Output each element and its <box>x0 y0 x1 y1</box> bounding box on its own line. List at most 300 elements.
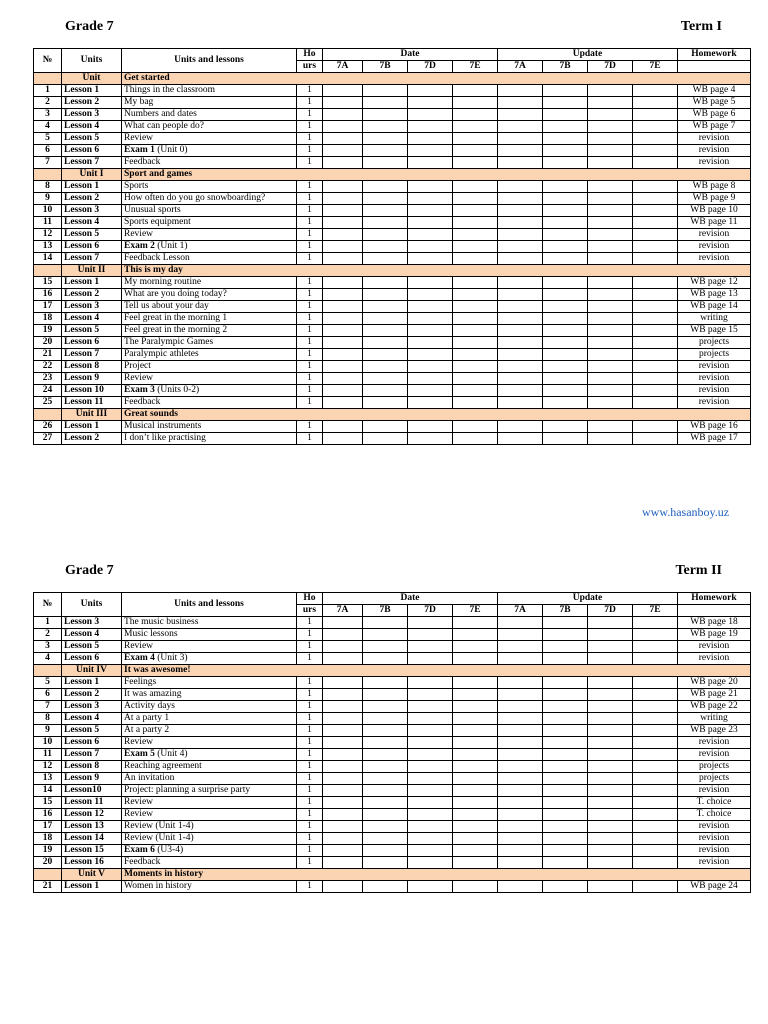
lesson-title-text: Tell us about your day <box>124 301 209 311</box>
date-cell-7b <box>363 385 408 397</box>
update-cell-7e <box>633 301 678 313</box>
lesson-number: 1 <box>34 617 62 629</box>
date-cell-7b <box>363 337 408 349</box>
update-cell-7b <box>543 181 588 193</box>
date-cell-7b <box>363 857 408 869</box>
update-cell-7b <box>543 361 588 373</box>
update-cell-7b <box>543 617 588 629</box>
lesson-title <box>122 349 297 361</box>
date-cell-7a <box>323 433 363 445</box>
lesson-title <box>122 773 297 785</box>
lesson-title <box>122 97 297 109</box>
lesson-label: Lesson 4 <box>62 217 122 229</box>
date-cell-7b <box>363 617 408 629</box>
table-header <box>34 593 751 617</box>
col-date-header: Date <box>323 49 498 61</box>
date-cell-7d <box>408 193 453 205</box>
update-cell-7e <box>633 193 678 205</box>
update-cell-7a <box>498 845 543 857</box>
homework-cell: revision <box>678 229 751 241</box>
table-header <box>34 49 751 73</box>
date-cell-7b <box>363 349 408 361</box>
update-cell-7e <box>633 761 678 773</box>
date-cell-7a <box>323 85 363 97</box>
lesson-row <box>34 121 751 133</box>
update-cell-7e <box>633 157 678 169</box>
lesson-label: Lesson 2 <box>62 193 122 205</box>
update-cell-7e <box>633 313 678 325</box>
lesson-label: Lesson 4 <box>62 121 122 133</box>
date-cell-7e <box>453 749 498 761</box>
date-cell-7e <box>453 337 498 349</box>
lesson-number: 13 <box>34 241 62 253</box>
update-cell-7a <box>498 97 543 109</box>
date-cell-7a <box>323 857 363 869</box>
lesson-number: 23 <box>34 373 62 385</box>
lesson-title-text: Things in the classroom <box>124 85 216 95</box>
update-cell-7e <box>633 205 678 217</box>
lesson-title-text: Sports equipment <box>124 217 191 227</box>
lesson-hours: 1 <box>297 85 323 97</box>
update-cell-7a <box>498 773 543 785</box>
date-cell-7d <box>408 749 453 761</box>
homework-cell: WB page 4 <box>678 85 751 97</box>
date-cell-7b <box>363 421 408 433</box>
date-cell-7d <box>408 241 453 253</box>
homework-cell: WB page 18 <box>678 617 751 629</box>
update-cell-7a <box>498 217 543 229</box>
date-cell-7a <box>323 821 363 833</box>
homework-cell: revision <box>678 785 751 797</box>
date-cell-7b <box>363 313 408 325</box>
lesson-title-text: What can people do? <box>124 121 204 131</box>
homework-cell: WB page 12 <box>678 277 751 289</box>
update-cell-7b <box>543 701 588 713</box>
lesson-number: 20 <box>34 857 62 869</box>
date-cell-7b <box>363 121 408 133</box>
homework-cell: revision <box>678 641 751 653</box>
lesson-title <box>122 205 297 217</box>
exam-label: Exam 2 <box>124 241 155 251</box>
date-cell-7d <box>408 301 453 313</box>
lesson-number: 2 <box>34 97 62 109</box>
lesson-title <box>122 797 297 809</box>
lesson-title <box>122 337 297 349</box>
update-cell-7d <box>588 725 633 737</box>
date-cell-7d <box>408 785 453 797</box>
lesson-title <box>122 193 297 205</box>
lesson-hours: 1 <box>297 433 323 445</box>
update-cell-7a <box>498 821 543 833</box>
date-cell-7a <box>323 629 363 641</box>
lesson-label: Lesson 7 <box>62 349 122 361</box>
lesson-hours: 1 <box>297 205 323 217</box>
update-cell-7e <box>633 689 678 701</box>
lesson-number: 5 <box>34 133 62 145</box>
update-cell-7a <box>498 677 543 689</box>
col-number-header: № <box>34 49 62 73</box>
unit-header-row <box>34 73 751 85</box>
update-cell-7d <box>588 313 633 325</box>
update-cell-7e <box>633 881 678 893</box>
update-cell-7e <box>633 337 678 349</box>
lesson-title <box>122 761 297 773</box>
unit-code: Unit IV <box>62 665 122 677</box>
update-cell-7e <box>633 325 678 337</box>
update-cell-7a <box>498 253 543 265</box>
exam-label: Exam 5 <box>124 749 155 759</box>
homework-subheader <box>678 605 751 617</box>
lesson-number: 18 <box>34 313 62 325</box>
date-cell-7b <box>363 145 408 157</box>
update-cell-7d <box>588 157 633 169</box>
unit-number-cell <box>34 665 62 677</box>
update-cell-7d <box>588 325 633 337</box>
date-cell-7b <box>363 737 408 749</box>
homework-cell: WB page 5 <box>678 97 751 109</box>
homework-cell: WB page 21 <box>678 689 751 701</box>
date-cell-7e <box>453 109 498 121</box>
date-cell-7b <box>363 833 408 845</box>
lesson-label: Lesson 6 <box>62 737 122 749</box>
lesson-row <box>34 133 751 145</box>
update-cell-7b <box>543 737 588 749</box>
update-cell-7d <box>588 361 633 373</box>
homework-cell: WB page 20 <box>678 677 751 689</box>
homework-cell: WB page 16 <box>678 421 751 433</box>
date-cell-7d <box>408 737 453 749</box>
lesson-hours: 1 <box>297 313 323 325</box>
update-cell-7e <box>633 653 678 665</box>
update-cell-7a <box>498 85 543 97</box>
date-cell-7b <box>363 109 408 121</box>
update-cell-7e <box>633 241 678 253</box>
lesson-title-text: Feel great in the morning 2 <box>124 325 228 335</box>
update-cell-7e <box>633 133 678 145</box>
update-cell-7d <box>588 349 633 361</box>
lesson-hours: 1 <box>297 749 323 761</box>
update-cell-7e <box>633 677 678 689</box>
date-cell-7b <box>363 133 408 145</box>
date-cell-7e <box>453 761 498 773</box>
date-cell-7e <box>453 845 498 857</box>
date-cell-7d <box>408 253 453 265</box>
update-cell-7e <box>633 785 678 797</box>
update-cell-7e <box>633 857 678 869</box>
lesson-row <box>34 433 751 445</box>
lesson-row <box>34 205 751 217</box>
update-cell-7e <box>633 821 678 833</box>
lesson-hours: 1 <box>297 229 323 241</box>
update-cell-7d <box>588 121 633 133</box>
lesson-hours: 1 <box>297 361 323 373</box>
date-cell-7e <box>453 313 498 325</box>
date-cell-7e <box>453 253 498 265</box>
date-cell-7b <box>363 701 408 713</box>
lesson-number: 7 <box>34 157 62 169</box>
date-cell-7b <box>363 289 408 301</box>
lesson-label: Lesson 9 <box>62 773 122 785</box>
update-cell-7d <box>588 277 633 289</box>
lesson-number: 3 <box>34 109 62 121</box>
lesson-title-text: Review (Unit 1-4) <box>124 833 194 843</box>
update-cell-7b <box>543 97 588 109</box>
date-cell-7e <box>453 289 498 301</box>
update-cell-7a <box>498 349 543 361</box>
lesson-hours: 1 <box>297 845 323 857</box>
lesson-title <box>122 229 297 241</box>
update-cell-7a <box>498 301 543 313</box>
lesson-title-text: Review <box>124 641 154 651</box>
lesson-row <box>34 337 751 349</box>
lesson-number: 10 <box>34 205 62 217</box>
lesson-title-text: Review <box>124 229 154 239</box>
update-cell-7b <box>543 821 588 833</box>
lesson-hours: 1 <box>297 193 323 205</box>
lesson-title <box>122 653 297 665</box>
update-cell-7a <box>498 629 543 641</box>
col-homework-header: Homework <box>678 49 751 61</box>
homework-subheader <box>678 61 751 73</box>
update-cell-7d <box>588 881 633 893</box>
lesson-hours: 1 <box>297 253 323 265</box>
lesson-title <box>122 433 297 445</box>
update-cell-7e <box>633 385 678 397</box>
lesson-title-text: At a party 2 <box>124 725 170 735</box>
date-cell-7e <box>453 301 498 313</box>
date-cell-7b <box>363 761 408 773</box>
lesson-label: Lesson 6 <box>62 145 122 157</box>
date-cell-7e <box>453 797 498 809</box>
unit-title: This is my day <box>122 265 751 277</box>
lesson-title-text: Numbers and dates <box>124 109 197 119</box>
update-cell-7b <box>543 277 588 289</box>
col-number-header: № <box>34 593 62 617</box>
lesson-title-text: It was amazing <box>124 689 182 699</box>
lesson-title <box>122 145 297 157</box>
lesson-label: Lesson 9 <box>62 373 122 385</box>
lesson-row <box>34 325 751 337</box>
lesson-number: 16 <box>34 289 62 301</box>
date-class-7e: 7E <box>453 61 498 73</box>
lesson-title-text: Review <box>124 809 154 819</box>
update-cell-7a <box>498 641 543 653</box>
date-cell-7e <box>453 433 498 445</box>
date-cell-7a <box>323 641 363 653</box>
lesson-label: Lesson 1 <box>62 421 122 433</box>
date-cell-7a <box>323 773 363 785</box>
lesson-label: Lesson 2 <box>62 289 122 301</box>
lesson-label: Lesson 5 <box>62 725 122 737</box>
date-cell-7a <box>323 181 363 193</box>
date-cell-7d <box>408 653 453 665</box>
homework-cell: projects <box>678 761 751 773</box>
date-cell-7d <box>408 385 453 397</box>
homework-cell: revision <box>678 253 751 265</box>
lesson-row <box>34 713 751 725</box>
update-cell-7b <box>543 385 588 397</box>
unit-title: Moments in history <box>122 869 751 881</box>
homework-cell: revision <box>678 737 751 749</box>
col-update-header: Update <box>498 593 678 605</box>
date-cell-7b <box>363 277 408 289</box>
update-cell-7e <box>633 749 678 761</box>
update-cell-7d <box>588 833 633 845</box>
website-link[interactable]: www.hasanboy.uz <box>642 505 730 519</box>
update-cell-7b <box>543 253 588 265</box>
date-cell-7d <box>408 325 453 337</box>
update-cell-7b <box>543 421 588 433</box>
lesson-title-text: Review <box>124 373 154 383</box>
date-cell-7b <box>363 797 408 809</box>
update-cell-7b <box>543 85 588 97</box>
unit-code: Unit V <box>62 869 122 881</box>
date-cell-7a <box>323 157 363 169</box>
update-cell-7b <box>543 289 588 301</box>
lesson-hours: 1 <box>297 181 323 193</box>
lesson-number: 20 <box>34 337 62 349</box>
lesson-number: 26 <box>34 421 62 433</box>
lesson-label: Lesson 4 <box>62 629 122 641</box>
lesson-hours: 1 <box>297 689 323 701</box>
date-cell-7e <box>453 85 498 97</box>
date-cell-7e <box>453 385 498 397</box>
date-cell-7a <box>323 845 363 857</box>
lesson-row <box>34 193 751 205</box>
update-cell-7d <box>588 713 633 725</box>
lesson-number: 4 <box>34 653 62 665</box>
update-cell-7a <box>498 373 543 385</box>
update-cell-7a <box>498 761 543 773</box>
lesson-hours: 1 <box>297 217 323 229</box>
lesson-title-text: Feedback <box>124 157 161 167</box>
date-cell-7e <box>453 689 498 701</box>
unit-code: Unit <box>62 73 122 85</box>
update-class-7b: 7B <box>543 605 588 617</box>
homework-cell: T. choice <box>678 797 751 809</box>
lesson-label: Lesson 16 <box>62 857 122 869</box>
update-cell-7b <box>543 653 588 665</box>
lesson-row <box>34 157 751 169</box>
col-update-header: Update <box>498 49 678 61</box>
lesson-hours: 1 <box>297 833 323 845</box>
unit-header-row <box>34 409 751 421</box>
update-cell-7d <box>588 337 633 349</box>
lesson-row <box>34 857 751 869</box>
update-cell-7b <box>543 205 588 217</box>
unit-header-row <box>34 169 751 181</box>
lesson-title <box>122 85 297 97</box>
unit-header-row <box>34 665 751 677</box>
date-cell-7a <box>323 373 363 385</box>
update-cell-7b <box>543 109 588 121</box>
lesson-number: 4 <box>34 121 62 133</box>
lesson-row <box>34 181 751 193</box>
lesson-label: Lesson 3 <box>62 301 122 313</box>
date-cell-7e <box>453 193 498 205</box>
date-cell-7a <box>323 289 363 301</box>
date-cell-7d <box>408 881 453 893</box>
lesson-row <box>34 85 751 97</box>
update-cell-7d <box>588 617 633 629</box>
update-cell-7b <box>543 761 588 773</box>
update-cell-7b <box>543 773 588 785</box>
date-cell-7d <box>408 713 453 725</box>
date-cell-7b <box>363 181 408 193</box>
update-cell-7e <box>633 421 678 433</box>
lesson-hours: 1 <box>297 289 323 301</box>
lesson-row <box>34 421 751 433</box>
date-cell-7d <box>408 373 453 385</box>
lesson-hours: 1 <box>297 641 323 653</box>
date-cell-7a <box>323 881 363 893</box>
homework-cell: revision <box>678 385 751 397</box>
lesson-row <box>34 653 751 665</box>
update-cell-7a <box>498 241 543 253</box>
update-cell-7a <box>498 385 543 397</box>
lesson-label: Lesson 7 <box>62 253 122 265</box>
lesson-title-text: Feel great in the morning 1 <box>124 313 228 323</box>
unit-code: Unit II <box>62 265 122 277</box>
lesson-row <box>34 253 751 265</box>
date-cell-7d <box>408 773 453 785</box>
lesson-number: 16 <box>34 809 62 821</box>
lesson-hours: 1 <box>297 737 323 749</box>
update-class-7a: 7A <box>498 605 543 617</box>
update-cell-7e <box>633 629 678 641</box>
lesson-label: Lesson10 <box>62 785 122 797</box>
homework-cell: revision <box>678 133 751 145</box>
date-cell-7d <box>408 689 453 701</box>
lesson-hours: 1 <box>297 121 323 133</box>
lesson-label: Lesson 5 <box>62 229 122 241</box>
update-cell-7d <box>588 301 633 313</box>
date-cell-7b <box>363 881 408 893</box>
update-cell-7a <box>498 833 543 845</box>
date-class-7a: 7A <box>323 61 363 73</box>
lesson-number: 21 <box>34 349 62 361</box>
lesson-title <box>122 181 297 193</box>
lesson-title-text: How often do you go snowboarding? <box>124 193 266 203</box>
lesson-title <box>122 881 297 893</box>
update-cell-7e <box>633 145 678 157</box>
update-cell-7d <box>588 641 633 653</box>
update-cell-7a <box>498 145 543 157</box>
update-cell-7d <box>588 701 633 713</box>
update-cell-7a <box>498 749 543 761</box>
date-cell-7e <box>453 677 498 689</box>
lesson-title-text: The music business <box>124 617 199 627</box>
lesson-label: Lesson 2 <box>62 97 122 109</box>
lesson-title-text: Unusual sports <box>124 205 181 215</box>
lesson-number: 27 <box>34 433 62 445</box>
homework-cell: WB page 14 <box>678 301 751 313</box>
update-cell-7b <box>543 349 588 361</box>
update-cell-7e <box>633 809 678 821</box>
homework-cell: WB page 10 <box>678 205 751 217</box>
date-class-7b: 7B <box>363 61 408 73</box>
lesson-label: Lesson 6 <box>62 653 122 665</box>
lesson-row <box>34 289 751 301</box>
lesson-title-text: Project: planning a surprise party <box>124 785 251 795</box>
lesson-label: Lesson 5 <box>62 641 122 653</box>
update-cell-7a <box>498 857 543 869</box>
date-cell-7a <box>323 217 363 229</box>
unit-title: Get started <box>122 73 751 85</box>
update-cell-7a <box>498 653 543 665</box>
date-cell-7b <box>363 845 408 857</box>
date-cell-7b <box>363 653 408 665</box>
